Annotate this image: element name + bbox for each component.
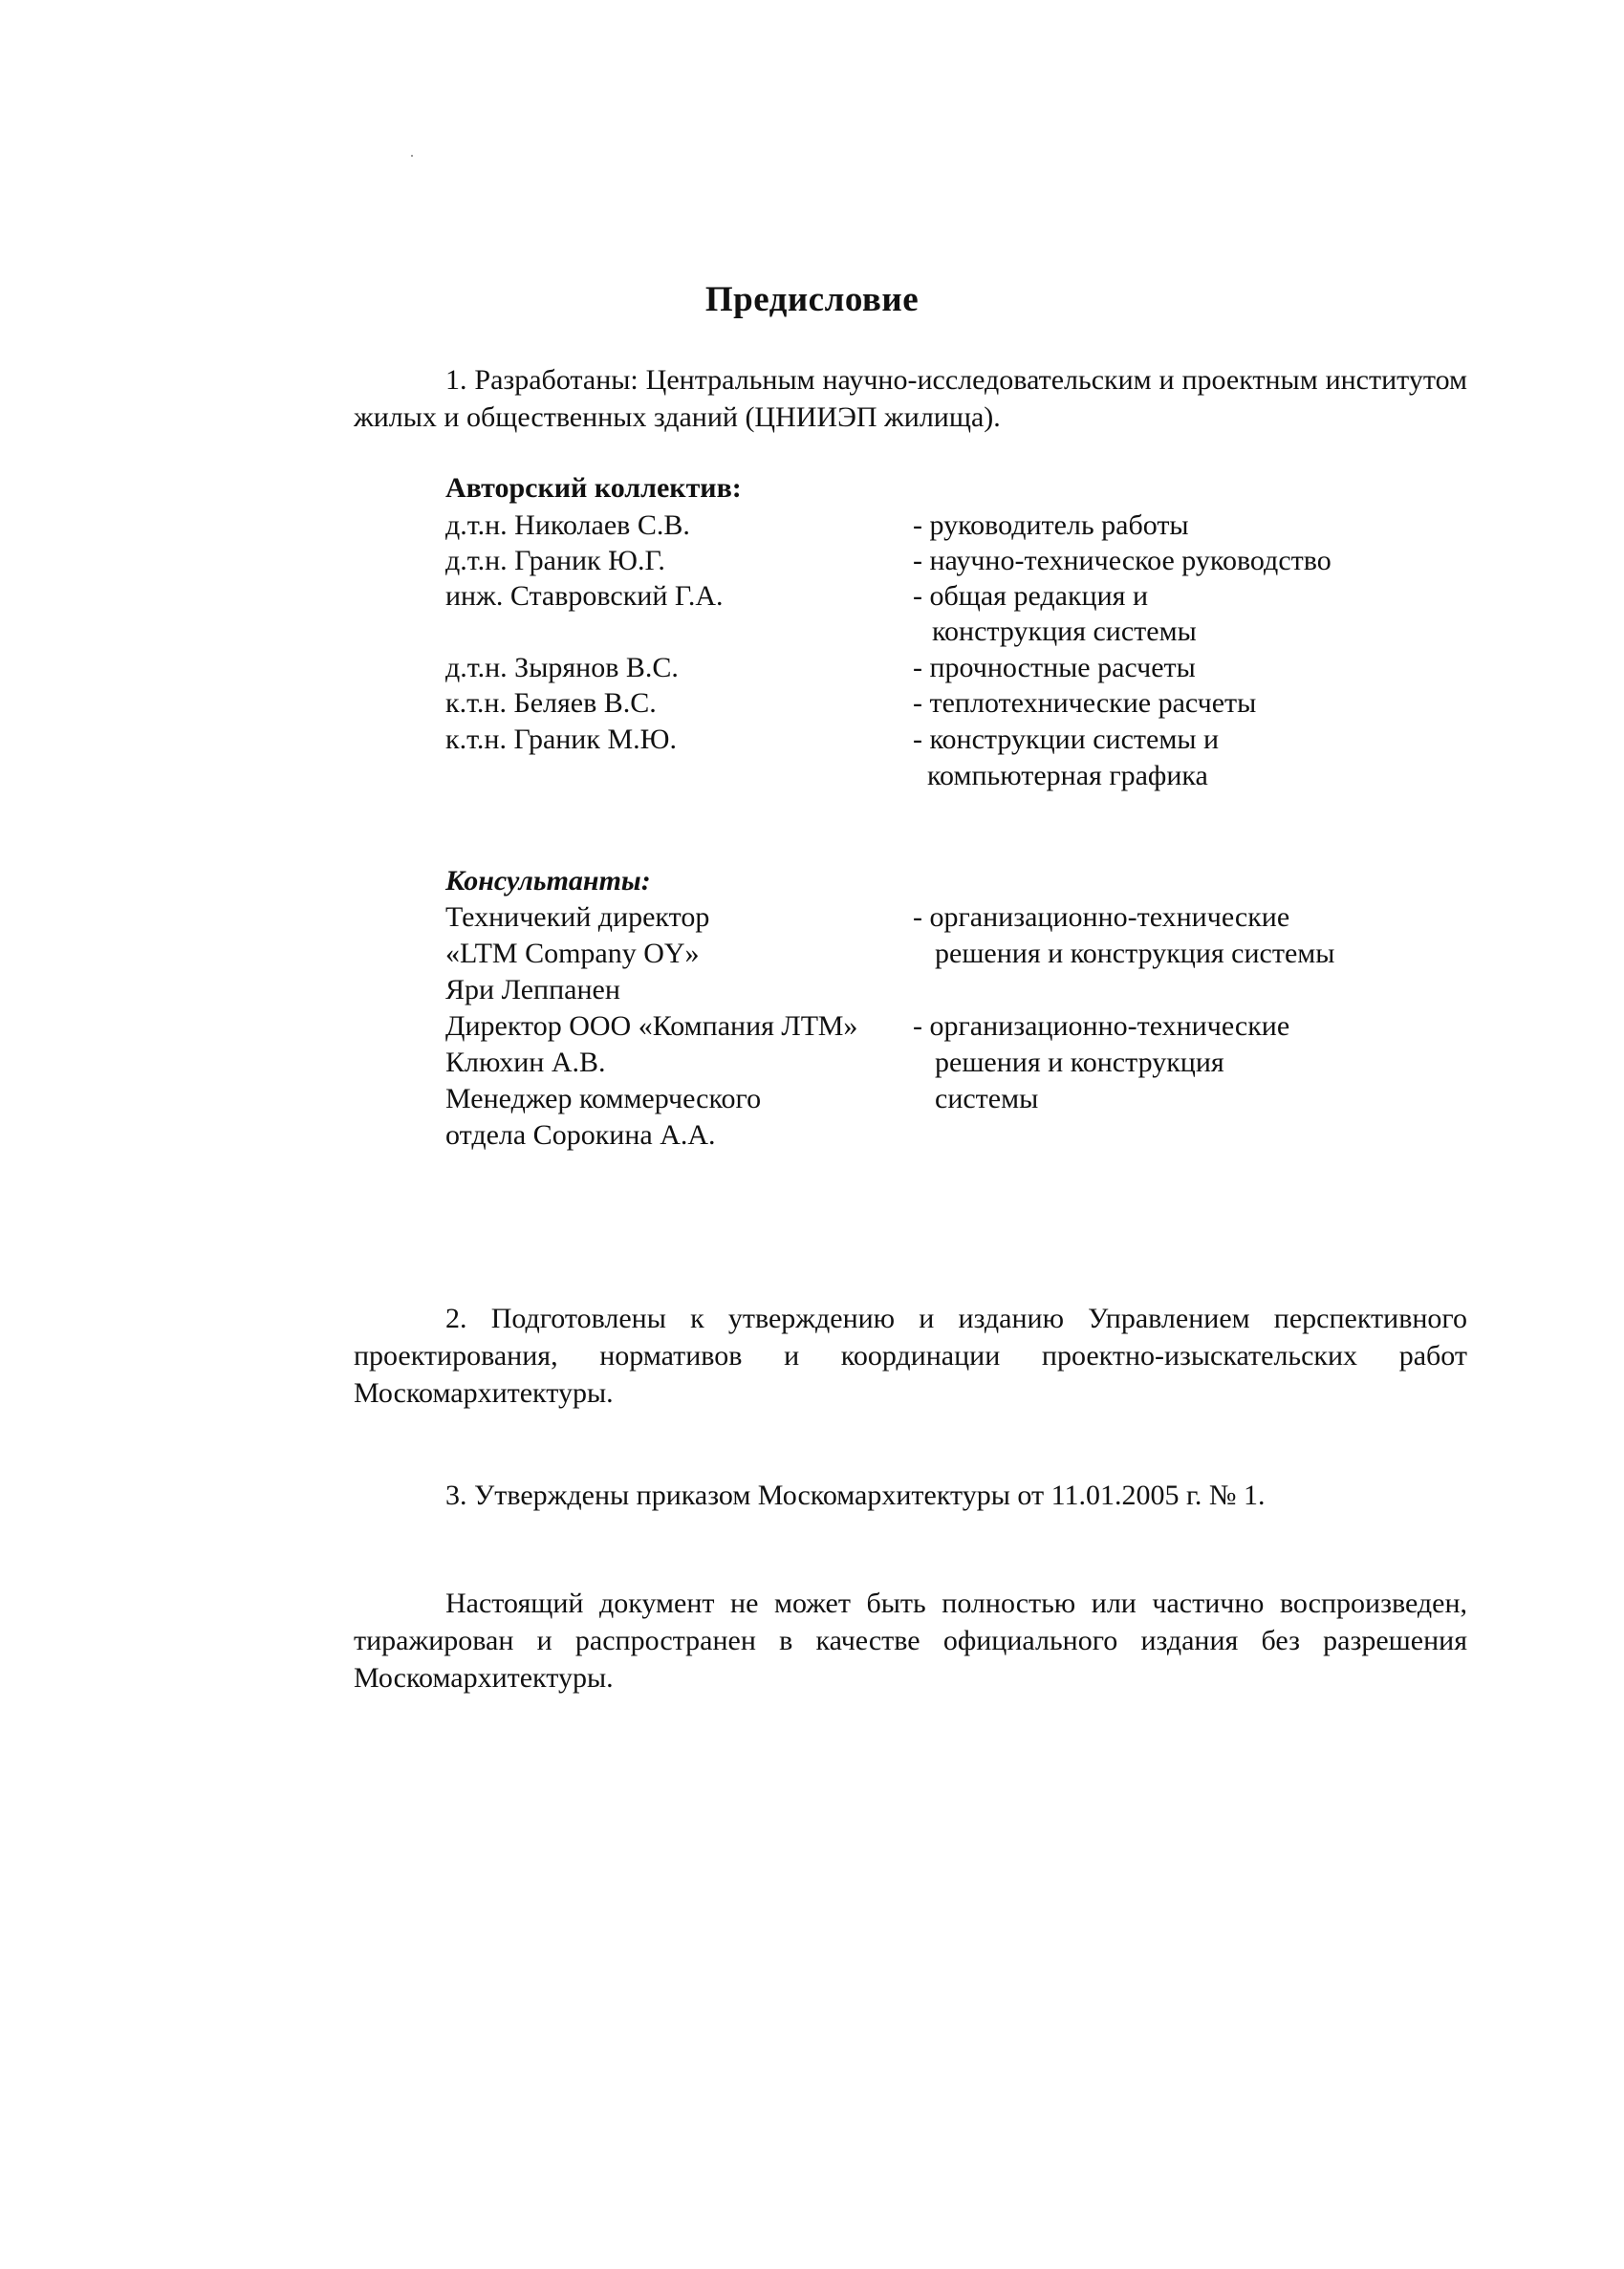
consultant-line-6: Менеджер коммерческого xyxy=(445,1083,762,1114)
author-role-2: - научно-техническое руководство xyxy=(913,545,1332,576)
author-name-5: к.т.н. Беляев В.С. xyxy=(445,687,657,719)
section-3-text xyxy=(354,1477,1467,1514)
author-role-6: - конструкции системы и xyxy=(913,724,1220,755)
section-2-text xyxy=(354,1300,1467,1412)
consultant-role-2b: решения и конструкция xyxy=(935,1047,1224,1078)
consultant-line-7: отдела Сорокина А.А. xyxy=(445,1119,716,1151)
page-title: Предисловие xyxy=(704,280,920,319)
author-name-4: д.т.н. Зырянов В.С. xyxy=(445,652,679,683)
author-role-3: - общая редакция и xyxy=(913,580,1149,612)
section-1-body: 1. Разработаны: Центральным научно-исследовательским и проектным институтом жилых и общественных зданий (ЦНИИЭП жилища). xyxy=(354,364,1467,433)
consultant-line-1: Техничекий директор xyxy=(445,901,710,933)
section-3-body: 3. Утверждены приказом Москомархитектуры от 11.01.2005 г. № 1. xyxy=(445,1480,1266,1511)
consultant-line-4: Директор ООО «Компания ЛТМ» xyxy=(445,1010,858,1042)
notice-body: Настоящий документ не может быть полностью или частично воспроизведен, тиражирован и распространен в качестве официального издания без разрешения Москомархитектуры. xyxy=(354,1588,1467,1694)
consultants-heading: Консультанты: xyxy=(445,865,651,897)
section-2-body: 2. Подготовлены к утверждению и изданию Управлением перспективного проектирования, нормативов и координации проектно-изыскательских работ Москомархитектуры. xyxy=(354,1303,1467,1409)
author-role-6b: компьютерная графика xyxy=(927,760,1208,791)
consultant-role-1: - организационно-технические xyxy=(913,901,1290,933)
consultant-role-2c: системы xyxy=(935,1083,1039,1114)
consultant-line-5: Клюхин А.В. xyxy=(445,1047,606,1078)
section-1-text xyxy=(354,361,1467,436)
consultant-line-3: Яри Леппанен xyxy=(445,974,620,1005)
consultant-role-2: - организационно-технические xyxy=(913,1010,1290,1042)
consultant-line-2: «LTM Company OY» xyxy=(445,938,700,969)
scan-speck xyxy=(411,155,413,157)
author-name-6: к.т.н. Граник М.Ю. xyxy=(445,724,677,755)
author-role-3b: конструкция системы xyxy=(932,616,1197,647)
author-role-1: - руководитель работы xyxy=(913,509,1189,541)
author-role-5: - теплотехнические расчеты xyxy=(913,687,1257,719)
author-name-2: д.т.н. Граник Ю.Г. xyxy=(445,545,665,576)
consultant-role-1b: решения и конструкция системы xyxy=(935,938,1335,969)
notice-text xyxy=(354,1585,1467,1696)
author-name-1: д.т.н. Николаев С.В. xyxy=(445,509,690,541)
authors-heading: Авторский коллектив: xyxy=(445,472,742,504)
author-name-3: инж. Ставровский Г.А. xyxy=(445,580,724,612)
author-role-4: - прочностные расчеты xyxy=(913,652,1196,683)
